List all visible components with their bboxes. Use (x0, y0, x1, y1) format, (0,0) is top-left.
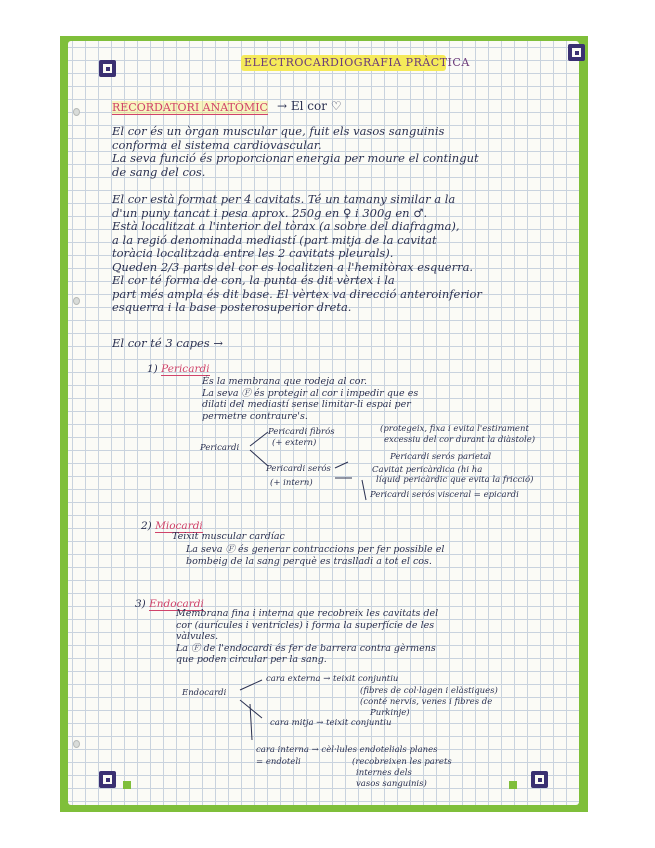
pericardi-visceral: Pericardi serós visceral = epicardi (370, 490, 519, 500)
pericardi-fibros: Pericardi fibrós (268, 427, 335, 437)
endocardi-interna: cara interna → cèl·lules endotelials planes (256, 745, 438, 755)
pericardi-diagram-root: Pericardi (200, 443, 240, 453)
endocardi-externa-desc: Purkinje) (370, 708, 410, 718)
endocardi-interna-eq: = endoteli (256, 757, 301, 767)
pericardi-fibros-desc: (protegeix, fixa i evita l'estirament (380, 424, 529, 434)
endocardi-interna-desc: internes dels (356, 768, 412, 778)
section-heading: RECORDATORI ANATÒMIC (112, 101, 268, 114)
endocardi-externa-desc: (fibres de col·lagen i elàstiques) (360, 686, 498, 696)
pericardi-cavitat: Cavitat pericàrdica (hi ha (372, 465, 483, 475)
endocardi-mitja: cara mitja → teixit conjuntiu (270, 718, 392, 728)
section-number: 1) (147, 363, 158, 375)
text-line: La Ⓕ de l'endocardi és fer de barrera contra gèrmens (176, 642, 436, 654)
endocardi-externa-desc: (conté nervis, venes i fibres de (360, 697, 493, 707)
pericardi-parietal: Pericardi serós parietal (390, 452, 492, 462)
text-line: de sang del cos. (112, 164, 206, 179)
paragraph-layers: El cor té 3 capes → (112, 336, 223, 350)
text-line: toràcia localitzada entre les 2 cavitats pleurals). (112, 246, 394, 260)
text-line: conforma el sistema cardiovascular. (112, 137, 322, 152)
text-line: Està localitzat a l'interior del tòrax (a sobre del diafragma), (112, 219, 460, 233)
page-title: ELECTROCARDIOGRAFIA PRÀCTICA (244, 56, 470, 69)
endocardi-diagram-root: Endocardi (182, 688, 227, 698)
text-line: La seva Ⓕ és protegir al cor i impedir que es (202, 387, 419, 399)
miocardi-line: Teixit muscular cardíac (172, 531, 285, 542)
text-line: Queden 2/3 parts del cor es localitzen a l'hemitòrax esquerra. (112, 259, 474, 274)
section-title: Pericardi (161, 363, 210, 375)
pericardi-fibros-desc: excessiu del cor durant la diàstole) (384, 435, 536, 445)
section-number: 3) (135, 598, 146, 610)
endocardi-externa: cara externa → teixit conjuntiu (266, 674, 399, 684)
text-line: vàlvules. (176, 631, 219, 642)
text-line: que poden circular per la sang. (176, 654, 327, 665)
text-line: part més ampla és dit base. El vèrtex va direcció anteroinferior (112, 286, 482, 301)
text-line: La seva Ⓕ és generar contraccions per fer possible el (186, 544, 445, 555)
section-title: Endocardi (149, 598, 204, 610)
section-title: Miocardi (155, 520, 203, 532)
text-line: permetre contraure's. (202, 410, 308, 422)
heading-topic: → El cor ♡ (277, 99, 342, 113)
text-line: Membrana fina i interna que recobreix les cavitats del (176, 608, 439, 619)
text-line: El cor té forma de con, la punta és dit vèrtex i la (112, 273, 395, 287)
text-line: dilati del mediastí sense limitar-li espai per (202, 399, 411, 410)
endocardi-interna-desc: (recobreixen les parets (352, 757, 452, 767)
pericardi-seros-note: (+ intern) (270, 478, 313, 488)
text-line: a la regió denominada mediastí (part mitja de la cavitat (112, 232, 437, 247)
text-line: La seva funció és proporcionar energia per moure el contingut (112, 151, 479, 165)
text-line: d'un puny tancat i pesa aprox. 250g en ♀ i 300g en ♂. (112, 205, 428, 220)
pericardi-fibros-note: (+ extern) (272, 438, 317, 448)
text-line: El cor és un òrgan muscular que, fuit els vasos sanguinis (112, 124, 445, 138)
pericardi-cavitat: líquid pericàrdic que evita la fricció) (376, 475, 534, 485)
text-line: bombeig de la sang perquè es traslladi a tot el cos. (186, 555, 432, 567)
text-line: És la membrana que rodeja al cor. (202, 376, 367, 387)
text-line: El cor està format per 4 cavitats. Té un tamany similar a la (112, 192, 456, 206)
section-number: 2) (141, 520, 152, 532)
pericardi-seros: Pericardi serós (266, 464, 331, 474)
text-line: cor (aurícules i ventricles) i forma la superfície de les (176, 619, 435, 631)
text-line: esquerra i la base posterosuperior dreta. (112, 300, 352, 314)
endocardi-interna-desc: vasos sanguinis) (356, 779, 427, 789)
